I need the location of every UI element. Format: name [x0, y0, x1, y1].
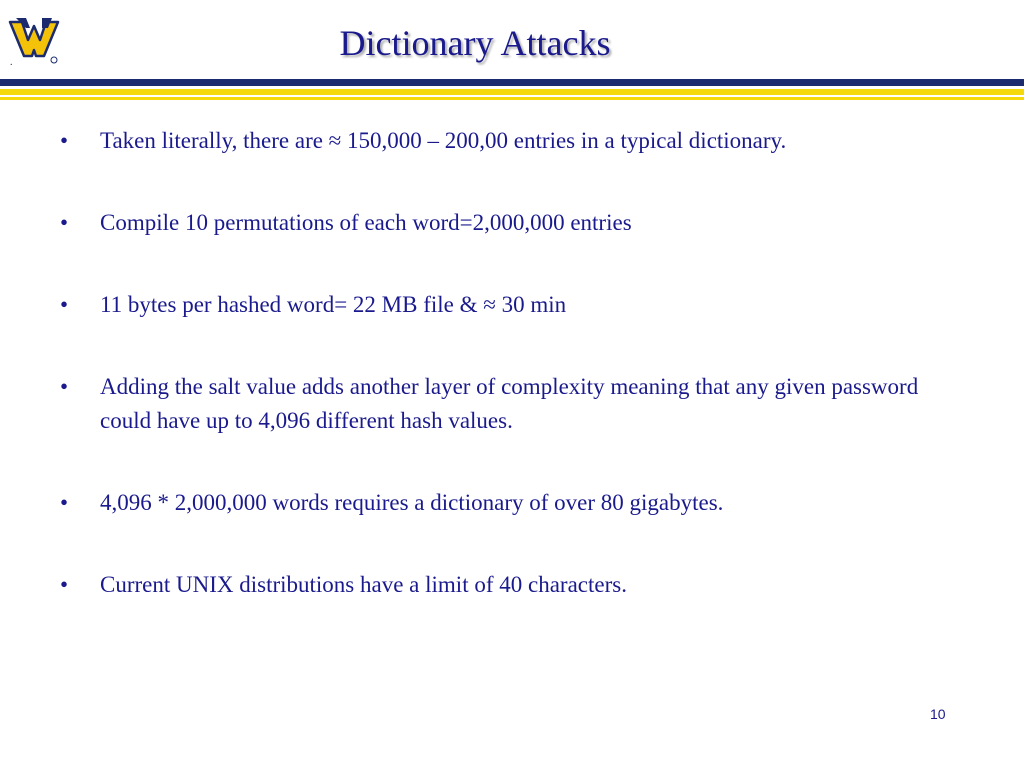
- bullet-item: [60, 486, 960, 520]
- bullet-item: [60, 124, 960, 158]
- bullet-item: [60, 288, 960, 322]
- bullet-item: [60, 206, 960, 240]
- bullet-glyph: •: [60, 572, 69, 597]
- bullet-text: Adding the salt value adds another layer of complexity meaning that any given password could have up to 4,096 different hash values.: [100, 374, 919, 433]
- bullet-text: Compile 10 permutations of each word=2,000,000 entries: [100, 210, 632, 235]
- bullet-item: [60, 370, 960, 438]
- bullet-glyph: •: [60, 210, 69, 235]
- bullet-text: 4,096 * 2,000,000 words requires a dictionary of over 80 gigabytes.: [100, 490, 724, 515]
- bullet-item: [60, 568, 960, 602]
- bullet-glyph: •: [60, 292, 69, 317]
- bullet-glyph: •: [60, 490, 69, 515]
- bullet-glyph: •: [60, 374, 69, 399]
- bullet-list: [60, 124, 960, 650]
- slide-title-text: Dictionary Attacks: [339, 23, 611, 63]
- bullet-text: Current UNIX distributions have a limit of 40 characters.: [100, 572, 627, 597]
- header-rule: [0, 79, 1024, 100]
- bullet-text: 11 bytes per hashed word= 22 MB file & ≈ 30 min: [100, 292, 567, 317]
- bullet-text: Taken literally, there are ≈ 150,000 – 200,00 entries in a typical dictionary.: [100, 128, 787, 153]
- logo-mark-dot: .: [10, 57, 13, 68]
- header-rule-gold-thin: [0, 97, 1024, 100]
- bullet-glyph: •: [60, 128, 69, 153]
- slide-title: [0, 18, 950, 68]
- page-number: 10: [930, 706, 946, 722]
- header-rule-navy: [0, 79, 1024, 86]
